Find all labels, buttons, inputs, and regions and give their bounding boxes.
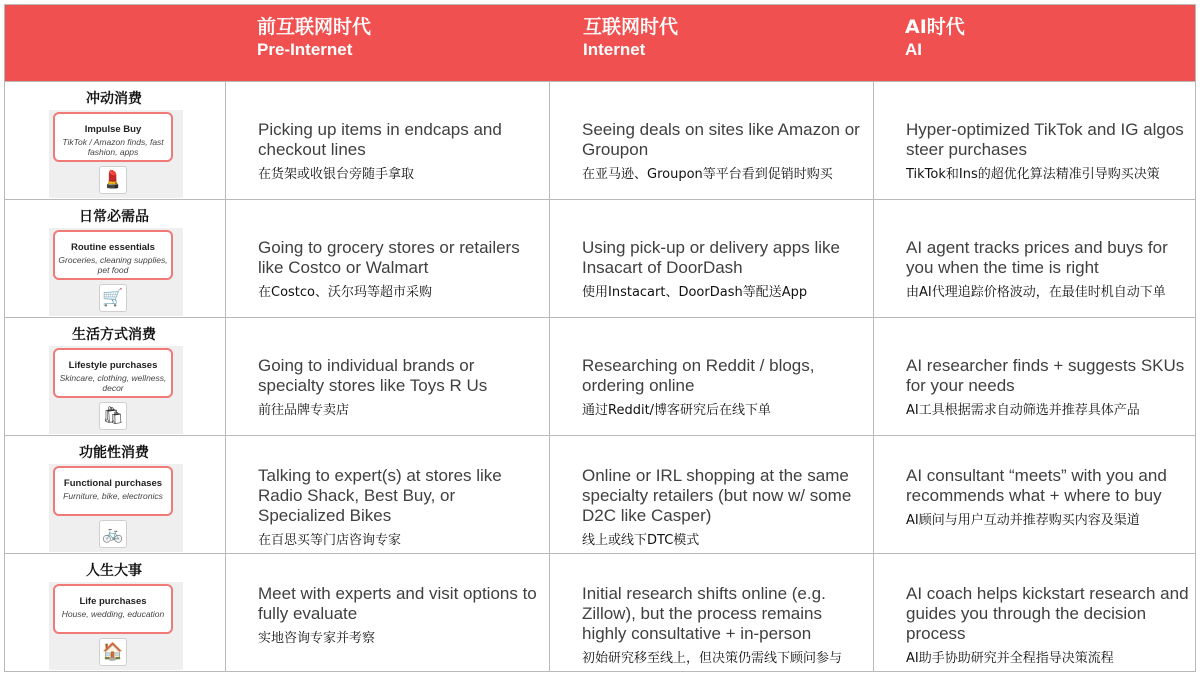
table-row (5, 435, 1195, 553)
table-row (5, 81, 1195, 199)
category-title: 日常必需品 (79, 209, 149, 225)
header-pre-internet (257, 15, 371, 61)
ai-cell (873, 200, 1195, 317)
header-en: Pre-Internet (257, 40, 353, 59)
house-icon: 🏠 (99, 638, 127, 666)
category-title: 人生大事 (86, 563, 142, 579)
pre-internet-cell (225, 82, 549, 199)
cell-text-zh: 在百思买等门店咨询专家 (258, 533, 402, 548)
cell-text-en: Researching on Reddit / blogs, ordering online (582, 356, 815, 395)
card-title: Routine essentials (71, 242, 155, 253)
cell-text-en: Talking to expert(s) at stores like Radio Shack, Best Buy, or Specialized Bikes (258, 466, 502, 525)
internet-cell (549, 82, 873, 199)
cell-text-en: AI researcher finds + suggests SKUs for your needs (906, 356, 1185, 395)
category-cell (5, 554, 225, 671)
category-card (53, 230, 173, 280)
comparison-table (4, 4, 1196, 672)
header-en: Internet (583, 40, 646, 59)
header-en: AI (905, 40, 922, 59)
cell-text-zh: AI助手协助研究并全程指导决策流程 (906, 651, 1114, 666)
cell-text-en: AI consultant “meets” with you and recommends what + where to buy (906, 466, 1167, 505)
cell-text-zh: 在亚马逊、Groupon等平台看到促销时购买 (582, 167, 833, 182)
internet-cell (549, 436, 873, 553)
category-card (53, 112, 173, 162)
pre-internet-cell (225, 318, 549, 435)
cell-text-zh: 初始研究移至线上，但决策仍需线下顾问参与 (582, 651, 843, 666)
cell-text-en: Initial research shifts online (e.g. Zillow), but the process remains highly consultative + in-person (582, 584, 826, 643)
card-title: Functional purchases (63, 478, 163, 489)
cell-text-zh: 由AI代理追踪价格波动，在最佳时机自动下单 (906, 285, 1166, 300)
category-title: 生活方式消费 (72, 327, 156, 343)
table-row (5, 199, 1195, 317)
bicycle-icon: 🚲 (99, 520, 127, 548)
card-subtitle: House, wedding, education (61, 609, 165, 619)
card-subtitle: Furniture, bike, electronics (63, 491, 163, 501)
header-ai (905, 15, 965, 61)
cell-text-zh: 使用Instacart、DoorDash等配送App (582, 285, 808, 300)
category-cell (5, 436, 225, 553)
cell-text-zh: 线上或线下DTC模式 (582, 533, 700, 548)
table-row (5, 553, 1195, 671)
category-cell (5, 82, 225, 199)
category-cell (5, 318, 225, 435)
ai-cell (873, 82, 1195, 199)
header-zh: AI时代 (905, 16, 965, 38)
cell-text-en: Picking up items in endcaps and checkout lines (258, 120, 502, 159)
cell-text-en: Going to grocery stores or retailers like Costco or Walmart (258, 238, 520, 277)
card-title: Life purchases (79, 596, 147, 607)
card-subtitle: TikTok / Amazon finds, fast fashion, apps (62, 137, 164, 157)
pre-internet-cell (225, 200, 549, 317)
cell-text-zh: 在货架或收银台旁随手拿取 (258, 167, 415, 182)
cell-text-zh: AI顾问与用户互动并推荐购买内容及渠道 (906, 513, 1140, 528)
header-internet (583, 15, 678, 61)
cell-text-en: AI agent tracks prices and buys for you when the time is right (906, 238, 1168, 277)
cell-text-en: Seeing deals on sites like Amazon or Groupon (582, 120, 860, 159)
category-card (53, 348, 173, 398)
card-subtitle: Skincare, clothing, wellness, decor (59, 373, 167, 393)
table-header (5, 5, 1195, 81)
cell-text-en: AI coach helps kickstart research and guides you through the decision process (906, 584, 1189, 643)
category-card (53, 466, 173, 516)
header-zh: 互联网时代 (583, 16, 679, 38)
internet-cell (549, 200, 873, 317)
ai-cell (873, 436, 1195, 553)
cell-text-en: Meet with experts and visit options to fully evaluate (258, 584, 537, 623)
shopping-bags-icon: 🛍 (99, 402, 127, 430)
category-title: 冲动消费 (86, 91, 142, 107)
card-title: Lifestyle purchases (68, 360, 158, 371)
cell-text-zh: 在Costco、沃尔玛等超市采购 (258, 285, 433, 300)
cell-text-en: Going to individual brands or specialty stores like Toys R Us (258, 356, 488, 395)
card-title: Impulse Buy (84, 124, 142, 135)
cell-text-zh: 实地咨询专家并考察 (258, 631, 376, 646)
cell-text-zh: 前往品牌专卖店 (258, 403, 350, 418)
ai-cell (873, 554, 1195, 671)
internet-cell (549, 318, 873, 435)
category-title: 功能性消费 (79, 445, 149, 461)
cell-text-en: Using pick-up or delivery apps like Insacart of DoorDash (582, 238, 840, 277)
cell-text-zh: TikTok和Ins的超优化算法精准引导购买决策 (906, 167, 1160, 182)
pre-internet-cell (225, 554, 549, 671)
header-zh: 前互联网时代 (257, 16, 372, 38)
lipstick-icon: 💄 (99, 166, 127, 194)
shopping-cart-icon: 🛒 (99, 284, 127, 312)
category-cell (5, 200, 225, 317)
ai-cell (873, 318, 1195, 435)
internet-cell (549, 554, 873, 671)
card-subtitle: Groceries, cleaning supplies, pet food (58, 255, 168, 275)
category-card (53, 584, 173, 634)
cell-text-zh: AI工具根据需求自动筛选并推荐具体产品 (906, 403, 1140, 418)
pre-internet-cell (225, 436, 549, 553)
cell-text-en: Online or IRL shopping at the same specialty retailers (but now w/ some D2C like Casper) (582, 466, 852, 525)
cell-text-en: Hyper-optimized TikTok and IG algos steer purchases (906, 120, 1184, 159)
table-row (5, 317, 1195, 435)
cell-text-zh: 通过Reddit/博客研究后在线下单 (582, 403, 772, 418)
